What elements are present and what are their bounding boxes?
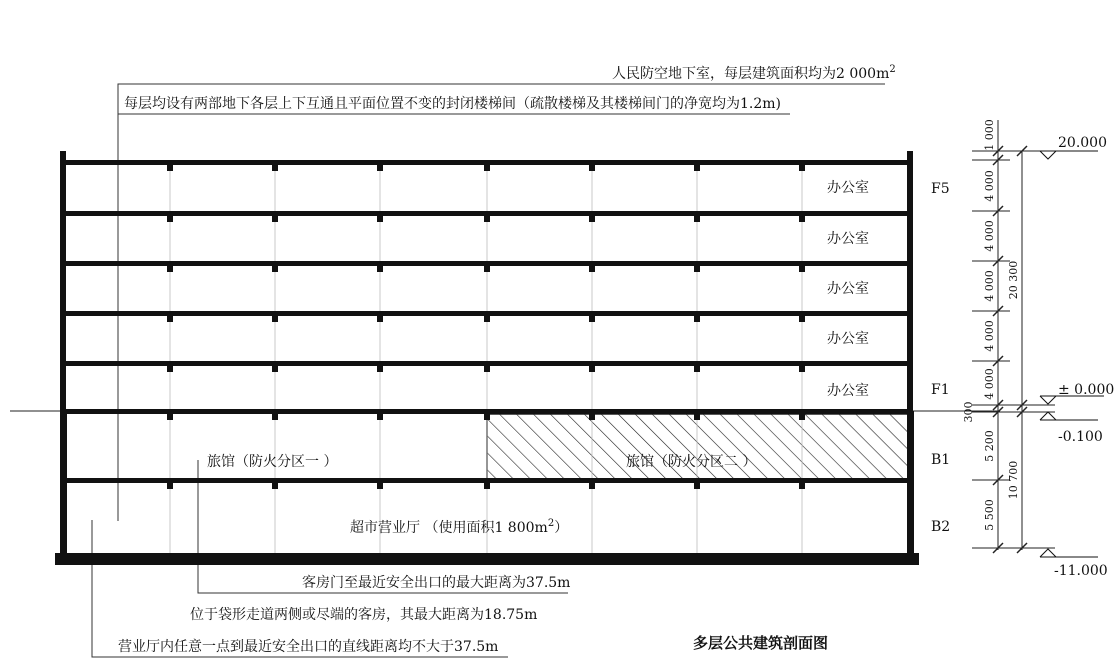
column-stub (589, 316, 595, 322)
dim-f5: 4 000 (983, 170, 996, 202)
column-stub (377, 483, 383, 489)
column-stub (484, 483, 490, 489)
column-stub (484, 316, 490, 322)
column-stub (799, 316, 805, 322)
column-stub (484, 165, 490, 171)
floor-label-f1: F1 (931, 382, 950, 398)
column-stub (799, 165, 805, 171)
floor-label-b1: B1 (931, 452, 951, 468)
dim-floor-step: 300 (962, 401, 975, 423)
supermarket-label: 超市营业厅 （使用面积1 $800m^2$） (350, 518, 569, 536)
column-stub (377, 366, 383, 372)
dim-f4: 4 000 (983, 220, 996, 252)
column-stub (272, 266, 278, 272)
room-label-f1: 办公室 (827, 383, 869, 399)
hotel-zone1-label: 旅馆（防火分区一 ） (207, 454, 338, 470)
column-stub (589, 483, 595, 489)
column-stub (799, 483, 805, 489)
column-stub (589, 165, 595, 171)
dim-f2: 4 000 (983, 320, 996, 352)
dim-below-total: 10 700 (1007, 460, 1020, 500)
hall-distance-note: 营业厅内任意一点到最近安全出口的直线距离均不大于37.5m (118, 639, 499, 655)
column-stub (377, 266, 383, 272)
column-stub (694, 366, 700, 372)
column-stub (167, 366, 173, 372)
column-stub (377, 216, 383, 222)
column-stub (589, 216, 595, 222)
elevation-ground: ± 0.000 (1058, 382, 1115, 398)
column-stub (589, 266, 595, 272)
stairs-note: 每层均设有两部地下各层上下互通且平面位置不变的封闭楼梯间（疏散楼梯及其楼梯间门的净宽均为1.2m) (124, 96, 781, 112)
elevation-f1: -0.100 (1058, 429, 1103, 445)
civil-defense-note: 人民防空地下室，每层建筑面积均为2 $000m^2$ (612, 64, 896, 82)
column-stub (167, 216, 173, 222)
elevation-bottom: -11.000 (1054, 563, 1108, 579)
column-stub (377, 316, 383, 322)
column-stub (272, 366, 278, 372)
column-stub (377, 414, 383, 420)
dim-roof-parapet: 1 000 (983, 119, 996, 151)
column-stub (694, 414, 700, 420)
column-stub (589, 414, 595, 420)
column-stub (484, 366, 490, 372)
elevation-markers (1040, 151, 1104, 557)
room-label-f4: 办公室 (827, 231, 869, 247)
dim-f3: 4 000 (983, 270, 996, 302)
dim-b1: 5 200 (983, 430, 996, 462)
column-stub (167, 483, 173, 489)
dim-b2: 5 500 (983, 499, 996, 531)
floor-label-b2: B2 (931, 519, 951, 535)
column-stub (272, 414, 278, 420)
column-stub (694, 316, 700, 322)
column-stub (694, 216, 700, 222)
column-stub (589, 366, 595, 372)
room-label-f2: 办公室 (827, 331, 869, 347)
column-stub (272, 483, 278, 489)
column-stub (799, 216, 805, 222)
room-label-f5: 办公室 (827, 180, 869, 196)
drawing-title: 多层公共建筑剖面图 (693, 634, 829, 652)
floor-label-f5: F5 (931, 181, 950, 197)
elevation-top: 20.000 (1058, 135, 1107, 151)
column-stub (377, 165, 383, 171)
room-label-f3: 办公室 (827, 281, 869, 297)
fire-zone-2-hatch (487, 414, 908, 480)
column-stub (799, 414, 805, 420)
hotel-zone2-label: 旅馆（防火分区二 ） (626, 454, 757, 470)
dim-above-total: 20 300 (1007, 260, 1020, 300)
column-stub (167, 266, 173, 272)
column-stub (799, 266, 805, 272)
column-stub (694, 483, 700, 489)
column-stub (799, 366, 805, 372)
column-stub (167, 414, 173, 420)
dead-end-room-note: 位于袋形走道两侧或尽端的客房，其最大距离为18.75m (190, 607, 538, 623)
dim-f1: 4 000 (983, 368, 996, 400)
column-stub (484, 414, 490, 420)
column-stub (272, 216, 278, 222)
column-stub (484, 216, 490, 222)
column-grid (167, 165, 805, 553)
column-stub (484, 266, 490, 272)
column-stub (694, 266, 700, 272)
guest-room-distance-note: 客房门至最近安全出口的最大距离为37.5m (302, 575, 571, 591)
column-stub (272, 316, 278, 322)
column-stub (167, 165, 173, 171)
column-stub (167, 316, 173, 322)
column-stub (694, 165, 700, 171)
column-stub (272, 165, 278, 171)
